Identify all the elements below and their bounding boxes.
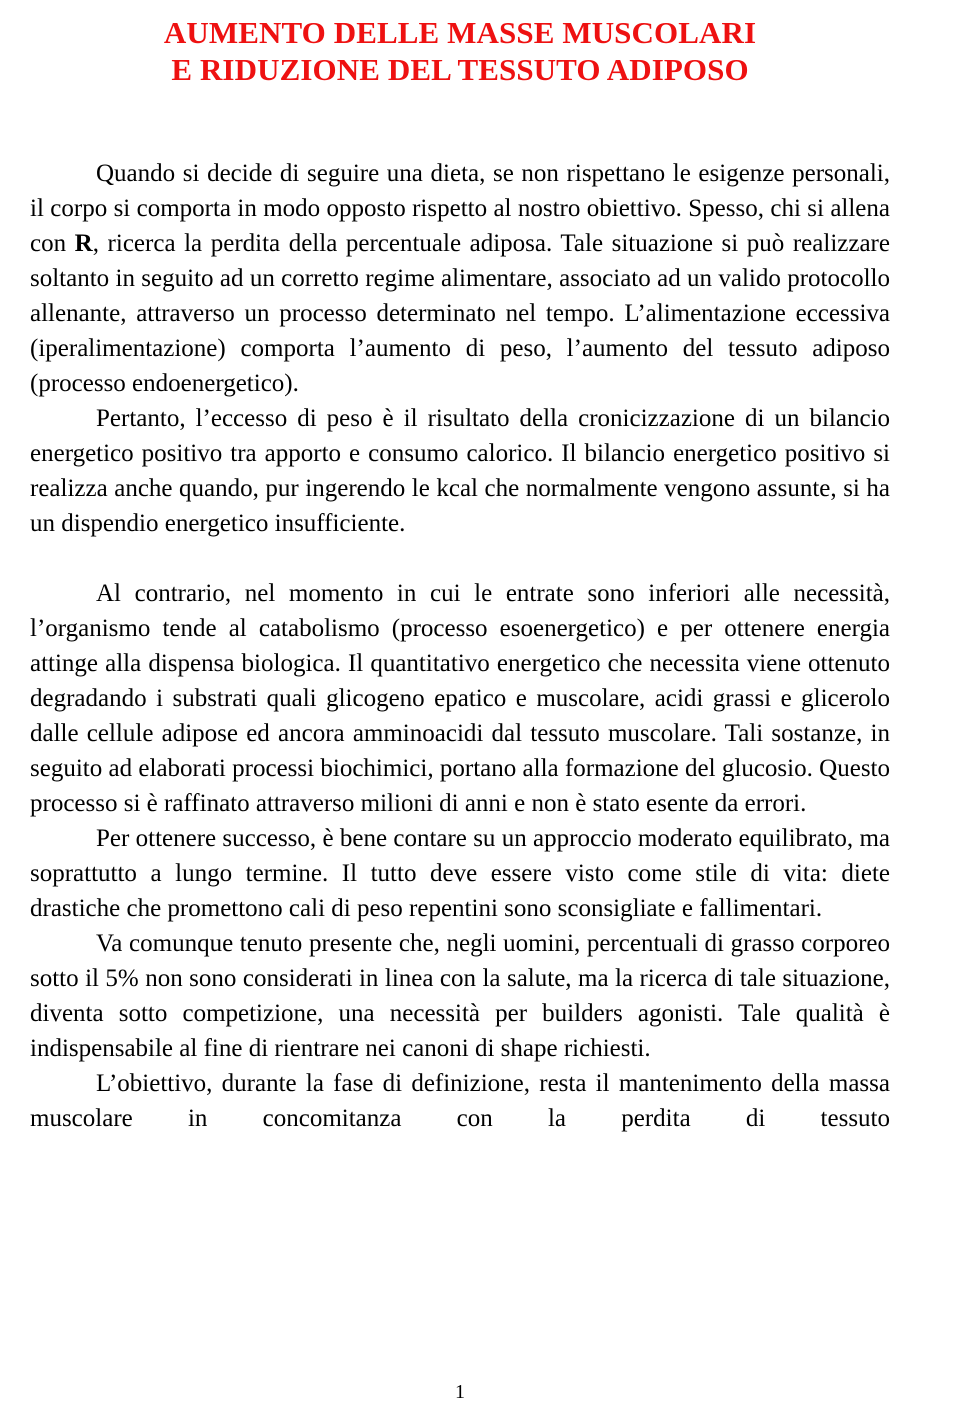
paragraph-3: Al contrario, nel momento in cui le entrate sono inferiori alle necessità, l’organismo tende al catabolismo (processo esoenergetico) e per ottenere energia attinge alla dispensa biologica. Il quantitativo energetico che necessita viene ottenuto degradando i substrati quali glicogeno epatico e muscolare, acidi grassi e glicerolo dalle cellule adipose ed ancora amminoacidi dal tessuto muscolare. Tali sostanze, in seguito ad elaborati processi biochimici, portano alla formazione del glucosio. Questo processo si è raffinato attraverso milioni di anni e non è stato esente da errori. [30,580,890,817]
paragraph-1 [30,156,890,401]
paragraph-4: Per ottenere successo, è bene contare su un approccio moderato equilibrato, ma soprattutto a lungo termine. Il tutto deve essere visto come stile di vita: diete drastiche che promettono cali di peso repentini sono sconsigliate e fallimentari. [30,825,890,922]
page-number: 1 [455,1381,465,1403]
title-line-2: E RIDUZIONE DEL TESSUTO ADIPOSO [171,52,749,87]
title-line-1: AUMENTO DELLE MASSE MUSCOLARI [163,15,757,50]
brand-letter: R [74,230,93,257]
paragraph-1-text-start: Quando si decide di seguire una dieta, se non rispettano le esigenze personali, il corpo si comporta in modo opposto rispetto al nostro obiettivo. Spesso, chi si allena con [30,160,890,257]
paragraph-6: L’obiettivo, durante la fase di definizione, resta il mantenimento della massa muscolare in concomitanza con la perdita di tessuto [30,1070,890,1132]
paragraph-5: Va comunque tenuto presente che, negli uomini, percentuali di grasso corporeo sotto il 5% non sono considerati in linea con la salute, ma la ricerca di tale situazione, diventa sotto competizione, una necessità per builders agonisti. Tale qualità è indispensabile al fine di rientrare nei canoni di shape richiesti. [30,930,890,1062]
document-page [30,0,890,1136]
paragraph-2: Pertanto, l’eccesso di peso è il risultato della cronicizzazione di un bilancio energetico positivo tra apporto e consumo calorico. Il bilancio energetico positivo si realizza anche quando, pur ingerendo le kcal che normalmente vengono assunte, si ha un dispendio energetico insufficiente. [30,405,890,537]
paragraph-1-text-end: , ricerca la perdita della percentuale adiposa. Tale situazione si può realizzare soltanto in seguito ad un corretto regime alimentare, associato ad un valido protocollo allenante, attraverso un processo determinato nel tempo. L’alimentazione eccessiva (iperalimentazione) comporta l’aumento di peso, l’aumento del tessuto adiposo (processo endoenergetico). [30,230,890,397]
document-body [30,156,890,1136]
document-title [30,14,890,88]
